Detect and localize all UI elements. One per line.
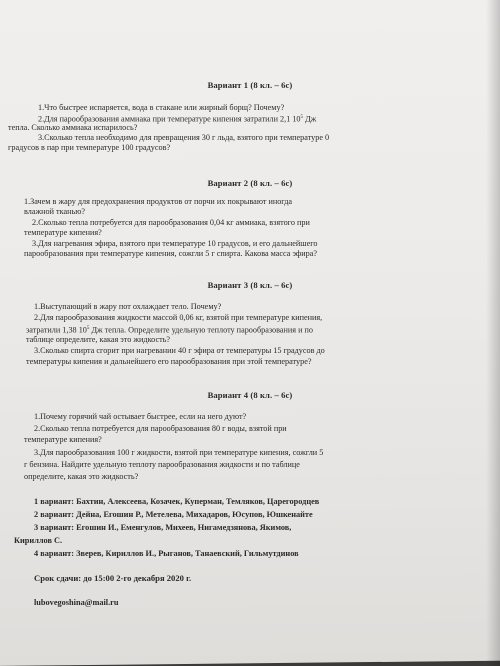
assignment-variant-2: 2 вариант: Дейна, Егошин Р., Метелева, Михадаров, Юсупов, Юшкенайте [34,510,313,519]
assignment-variant-3-cont: Кириллов С. [14,536,63,545]
variant-3-question-3-cont: температуры кипения и дальнейшего его парообразования при этой температуре? [26,357,312,366]
variant-4-question-1: 1.Почему горячий чай остывает быстрее, если на него дуют? [34,412,247,421]
email-address: lubovegoshina@mail.ru [34,598,119,607]
variant-4-question-2-cont: температуре кипения? [24,435,102,444]
variant-1-question-2-cont: тепла. Сколько аммиака испарилось? [8,123,138,132]
variant-2-question-1: 1.Зачем в жару для предохранения продуктов от порчи их покрывают иногда [24,197,293,206]
assignment-variant-1: 1 вариант: Бахтин, Алексеева, Козачек, Куперман, Темляков, Царегородцев [34,497,320,506]
variant-1-question-1: 1.Что быстрее испаряется, вода в стакане или жирный борщ? Почему? [38,103,285,112]
deadline: Срок сдачи: до 15:00 2-го декабря 2020 г. [34,573,192,583]
variant-2-question-2-cont: температуре кипения? [24,228,102,237]
variant-3-question-2-cont: затратили 1,38 $10^5$ Дж тепла. Определите удельную теплоту парообразования и по [26,325,314,335]
variant-2-question-3-cont: парообразования при температуре кипения, сожгли 5 г спирта. Какова масса эфира? [24,249,317,258]
variant-3-question-2: 2.Для парообразования жидкости массой 0,06 кг, взятой при температуре кипения, [34,313,323,322]
variant-1-question-3: 3.Сколько тепла необходимо для превращения 30 г льда, взятого при температуре 0 [38,133,330,142]
variant-2-question-2: 2.Сколько тепла потребуется для парообразования 0,04 кг аммиака, взятого при [32,218,310,227]
variant-2-question-1-cont: влажной тканью? [24,207,85,216]
assignment-variant-3: 3 вариант: Егошин И., Еменгулов, Михеев, Нигамедзянова, Якимов, [34,523,292,532]
variant-2-question-3: 3.Для нагревания эфира, взятого при температуре 10 градусов, и его дальнейшего [32,239,318,248]
variant-3-question-1: 1.Выступающий в жару пот охлаждает тело. Почему? [34,302,222,311]
variant-2-title: Вариант 2 (8 кл. – 6с) [207,178,293,188]
variant-4-question-3: 3.Для парообразования 100 г жидкости, взятой при температуре кипения, сожгли 5 [34,448,324,457]
variant-4-title: Вариант 4 (8 кл. – 6с) [207,390,293,400]
variant-4-question-3-cont2: определите, какая это жидкость? [24,472,139,481]
variant-4-question-3-cont: г бензина. Найдите удельную теплоту парообразования жидкости и по таблице [24,460,300,469]
variant-1-title: Вариант 1 (8 кл. – 6с) [207,80,293,90]
variant-1-question-2: 2.Для парообразования аммиака при температуре кипения затратили 2,1 $10^5$ Дж [38,114,317,124]
variant-3-title: Вариант 3 (8 кл. – 6с) [207,280,293,290]
variant-1-question-3-cont: градусов в пар при температуре 100 градусов? [8,143,171,152]
assignment-variant-4: 4 вариант: Зверев, Кириллов И., Рыганов, Танаевский, Гильмутдинов [34,549,299,558]
variant-4-question-2: 2.Сколько тепла потребуется для парообразования 80 г воды, взятой при [34,424,287,433]
variant-3-question-2-cont2: таблице определите, какая это жидкость? [26,335,171,344]
variant-3-question-3: 3.Сколько спирта сгорит при нагревании 40 г эфира от температуры 15 градусов до [34,346,325,355]
